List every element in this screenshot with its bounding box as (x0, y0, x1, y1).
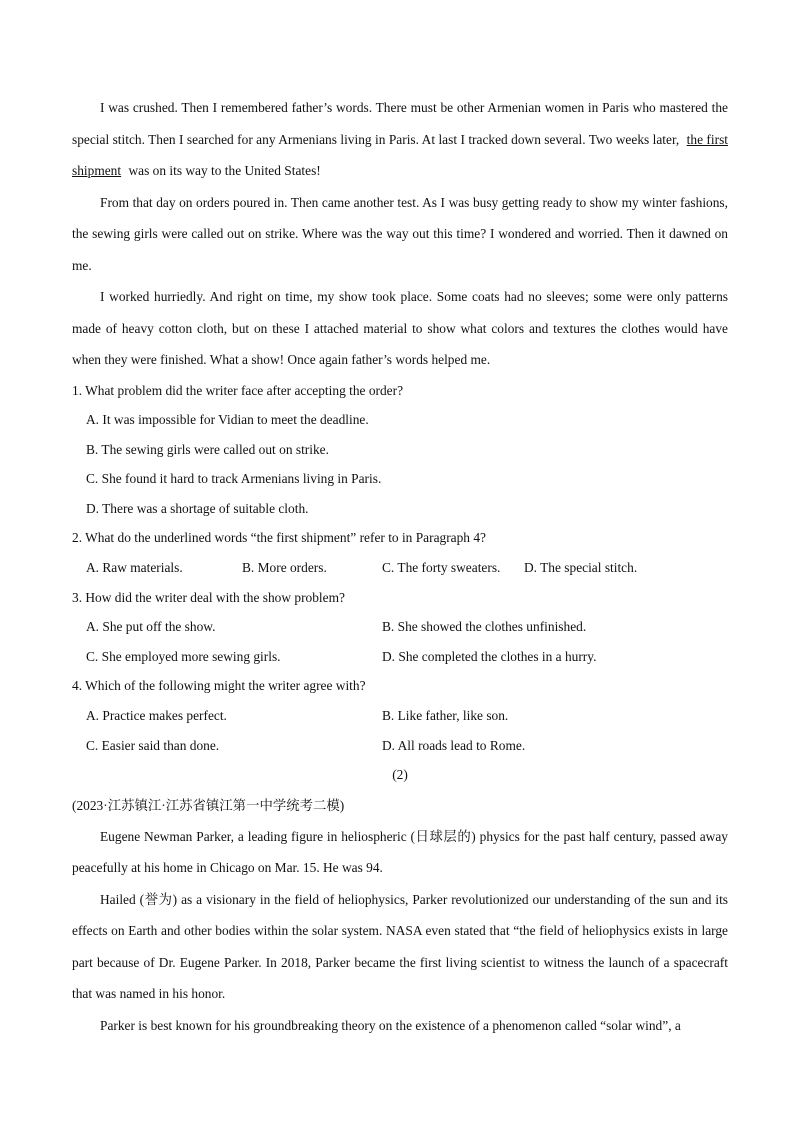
q2-option-b: B. More orders. (242, 560, 327, 576)
q1-option-b: B. The sewing girls were called out on strike. (86, 441, 329, 457)
q3-option-a: A. She put off the show. (86, 619, 216, 635)
q3-option-c: C. She employed more sewing girls. (86, 648, 281, 664)
q2-option-d: D. The special stitch. (524, 560, 638, 576)
question-1: 1. What problem did the writer face after accepting the order? (72, 382, 404, 398)
passage1-paragraph-3: I worked hurriedly. And right on time, my show took place. Some coats had no sleeves; some were only patterns made of heavy cotton cloth, but on these I attached material to show what colors and textures the clothes would have when they were finished. What a show! Once again father’s words helped me. (72, 289, 728, 367)
q2-option-a: A. Raw materials. (86, 560, 183, 576)
q3-options-row-2 (72, 642, 728, 672)
passage2-paragraph-2: Hailed (誉为) as a visionary in the field of heliophysics, Parker revolutionized our understanding of the sun and its effects on Earth and other bodies within the solar system. NASA even stated that “the field of heliophysics exists in large part because of Dr. Eugene Parker. In 2018, Parker became the first living scientist to witness the launch of a spacecraft that was named in his honor. (72, 891, 728, 1002)
question-2: 2. What do the underlined words “the first shipment” refer to in Paragraph 4? (72, 530, 486, 546)
q1-option-a: A. It was impossible for Vidian to meet the deadline. (86, 412, 369, 428)
q4-options-row-2 (72, 731, 728, 761)
q4-option-d: D. All roads lead to Rome. (382, 737, 526, 753)
question-3: 3. How did the writer deal with the show problem? (72, 589, 345, 605)
q4-option-c: C. Easier said than done. (86, 737, 220, 753)
q4-option-b: B. Like father, like son. (382, 708, 509, 724)
passage1-paragraph-2: From that day on orders poured in. Then came another test. As I was busy getting ready to show my winter fashions, the sewing girls were called out on strike. Where was the way out this time? I wondered and worried. Then it dawned on me. (72, 194, 728, 273)
question-4: 4. Which of the following might the writer agree with? (72, 678, 366, 694)
q4-option-a: A. Practice makes perfect. (86, 708, 227, 724)
q2-option-c: C. The forty sweaters. (382, 560, 501, 576)
document-page (72, 92, 728, 1041)
q1-option-d: D. There was a shortage of suitable cloth. (86, 500, 309, 516)
q2-options-row (72, 553, 728, 583)
q4-options-row-1 (72, 701, 728, 731)
q3-option-d: D. She completed the clothes in a hurry. (382, 648, 597, 664)
section-number: (2) (392, 767, 408, 783)
q3-options-row-1 (72, 612, 728, 642)
passage2-paragraph-1: Eugene Newman Parker, a leading figure in heliospheric (日球层的) physics for the past half century, passed away peacefully at his home in Chicago on Mar. 15. He was 94. (72, 828, 728, 876)
source-citation: (2023·江苏镇江·江苏省镇江第一中学统考二模) (72, 797, 345, 813)
underlined-phrase: the first shipment (72, 131, 728, 178)
q1-option-c: C. She found it hard to track Armenians living in Paris. (86, 471, 382, 487)
passage2-paragraph-3: Parker is best known for his groundbreaking theory on the existence of a phenomenon called “solar wind”, a (100, 1017, 681, 1033)
passage1-paragraph-1: I was crushed. Then I remembered father’s words. There must be other Armenian women in Paris who mastered the special stitch. Then I searched for any Armenians living in Paris. At last I tracked down several. Two weeks later, the first shipment was on its way to the United States! (72, 100, 728, 178)
q3-option-b: B. She showed the clothes unfinished. (382, 619, 587, 635)
